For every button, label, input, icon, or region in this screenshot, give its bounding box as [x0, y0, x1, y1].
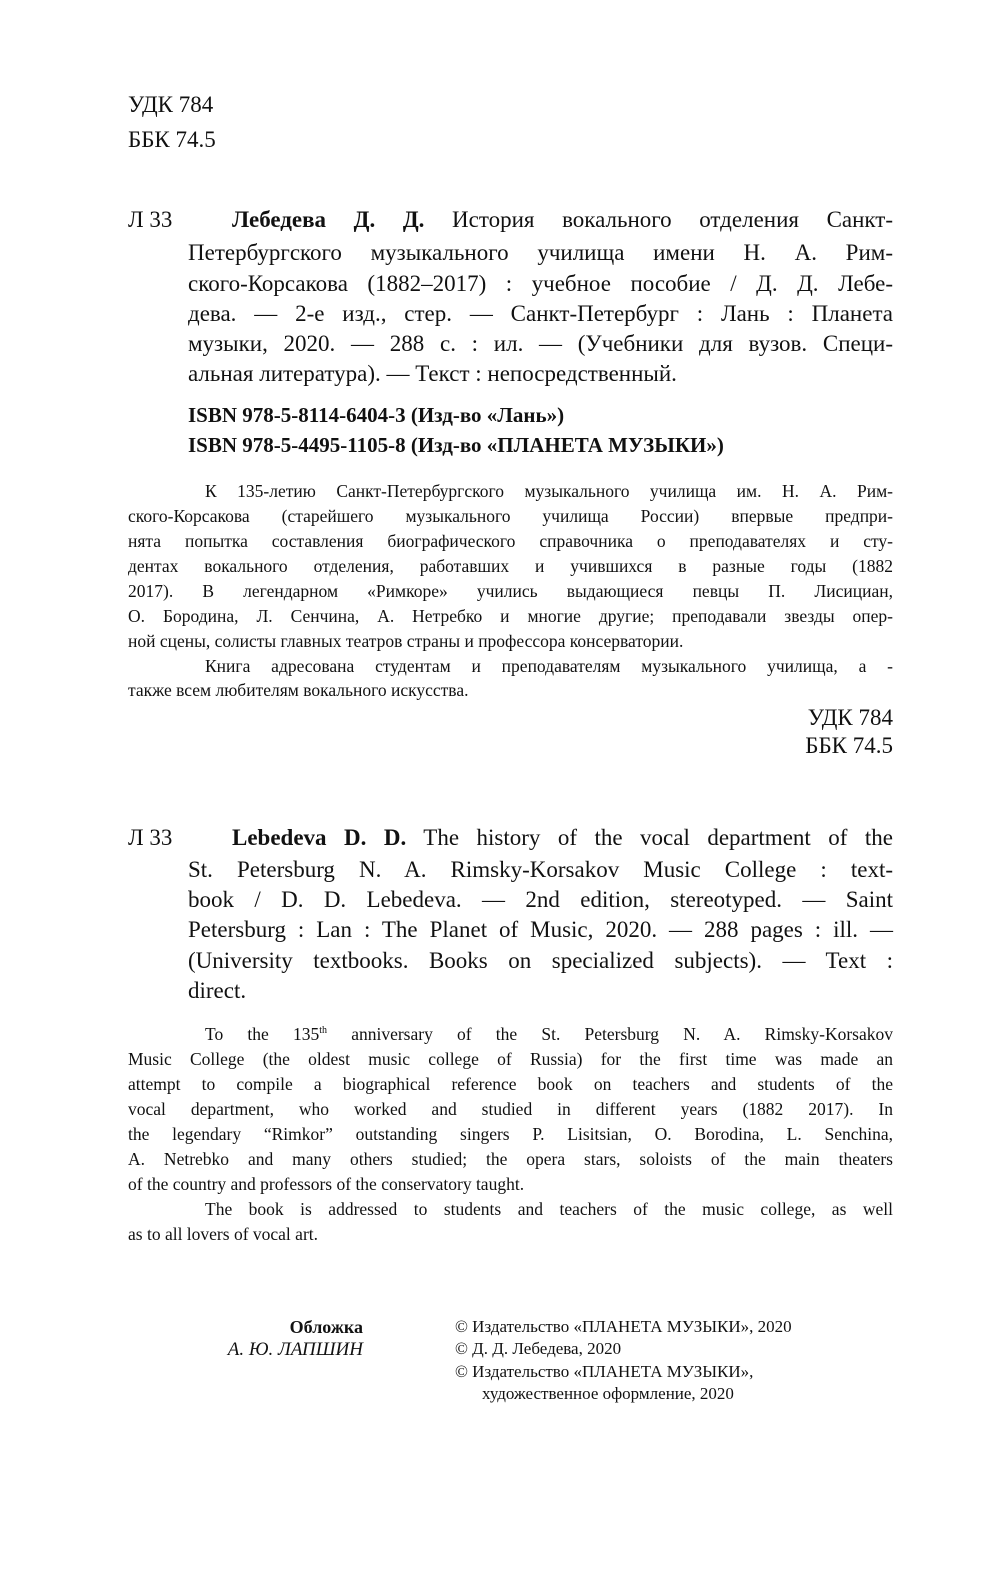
bbk-code-right: ББК 74.5 [805, 733, 893, 758]
abstract-line: Music College (the oldest music college of Russia) for the first time was made an [128, 1049, 893, 1069]
entry-line: St. Petersburg N. A. Rimsky-Korsakov Music College : text- [188, 857, 893, 882]
cover-label: Обложка [289, 1317, 363, 1337]
copyright-line: © Д. Д. Лебедева, 2020 [455, 1339, 622, 1358]
entry-line: Petersburg : Lan : The Planet of Music, 2020. — 288 pages : ill. — [188, 917, 893, 942]
abstract-line: attempt to compile a biographical reference book on teachers and students of the [128, 1074, 893, 1094]
copyright-line: художественное оформление, 2020 [482, 1384, 734, 1403]
abstract-line: of the country and professors of the conservatory taught. [128, 1174, 525, 1194]
copyright-line: © Издательство «ПЛАНЕТА МУЗЫКИ», [455, 1362, 754, 1381]
entry-line: альная литература). — Текст : непосредственный. [188, 361, 677, 386]
entry-author: Лебедева Д. Д. [232, 207, 425, 232]
bbk-code: ББК 74.5 [128, 127, 216, 152]
entry-line: Lebedeva D. D. The history of the vocal department of the [232, 825, 893, 850]
abstract-line: To the 135th anniversary of the St. Petersburg N. A. Rimsky-Korsakov [205, 1024, 893, 1044]
entry-line: Лебедева Д. Д. История вокального отделения Санкт- [232, 207, 894, 232]
abstract-line: дентах вокального отделения, работавших и учившихся в разные годы (1882 [128, 556, 893, 576]
abstract-line: ского-Корсакова (старейшего музыкального училища России) впервые предпри- [128, 506, 893, 526]
abstract-line: также всем любителям вокального искусства. [128, 680, 469, 700]
cover-designer: А. Ю. ЛАПШИН [227, 1339, 363, 1360]
entry-line: book / D. D. Lebedeva. — 2nd edition, stereotyped. — Saint [188, 887, 893, 912]
abstract-line: Книга адресована студентам и преподавателям музыкального училища, а - [205, 656, 893, 676]
entry-author: Lebedeva D. D. [232, 825, 407, 850]
abstract-line: A. Netrebko and many others studied; the opera stars, soloists of the main theaters [128, 1149, 893, 1169]
entry-line: музыки, 2020. — 288 с. : ил. — (Учебники для вузов. Специ- [188, 331, 893, 356]
abstract-line: as to all lovers of vocal art. [128, 1224, 319, 1244]
entry-code: Л 33 [128, 207, 173, 232]
entry-line: direct. [188, 978, 247, 1003]
entry-code: Л 33 [128, 825, 173, 850]
abstract-line: ной сцены, солисты главных театров страны и профессора консерватории. [128, 631, 684, 651]
abstract-line: vocal department, who worked and studied in different years (1882 2017). In [128, 1099, 893, 1119]
entry-line: Петербургского музыкального училища имени Н. А. Рим- [188, 240, 893, 265]
abstract-line: The book is addressed to students and teachers of the music college, as well [205, 1199, 893, 1219]
entry-line: (University textbooks. Books on specialized subjects). — Text : [188, 948, 893, 973]
entry-line: ского-Корсакова (1882–2017) : учебное пособие / Д. Д. Лебе- [188, 271, 893, 296]
udk-code-right: УДК 784 [807, 705, 893, 730]
isbn-planet: ISBN 978-5-4495-1105-8 (Изд-во «ПЛАНЕТА МУЗЫКИ») [188, 433, 724, 457]
copyright-line: © Издательство «ПЛАНЕТА МУЗЫКИ», 2020 [455, 1317, 792, 1336]
abstract-line: the legendary “Rimkor” outstanding singers P. Lisitsian, O. Borodina, L. Senchina, [128, 1124, 893, 1144]
isbn-lan: ISBN 978-5-8114-6404-3 (Изд-во «Лань») [188, 403, 565, 427]
abstract-line: О. Бородина, Л. Сенчина, А. Нетребко и многие другие; преподавали звезды опер- [128, 606, 893, 626]
abstract-line: К 135-летию Санкт-Петербургского музыкального училища им. Н. А. Рим- [205, 481, 893, 501]
entry-line: дева. — 2-е изд., стер. — Санкт-Петербург : Лань : Планета [188, 301, 893, 326]
udk-code: УДК 784 [128, 92, 214, 117]
abstract-line: 2017). В легендарном «Римкоре» учились выдающиеся певцы П. Лисициан, [128, 581, 893, 601]
abstract-line: нята попытка составления биографического справочника о преподавателях и сту- [128, 531, 893, 551]
